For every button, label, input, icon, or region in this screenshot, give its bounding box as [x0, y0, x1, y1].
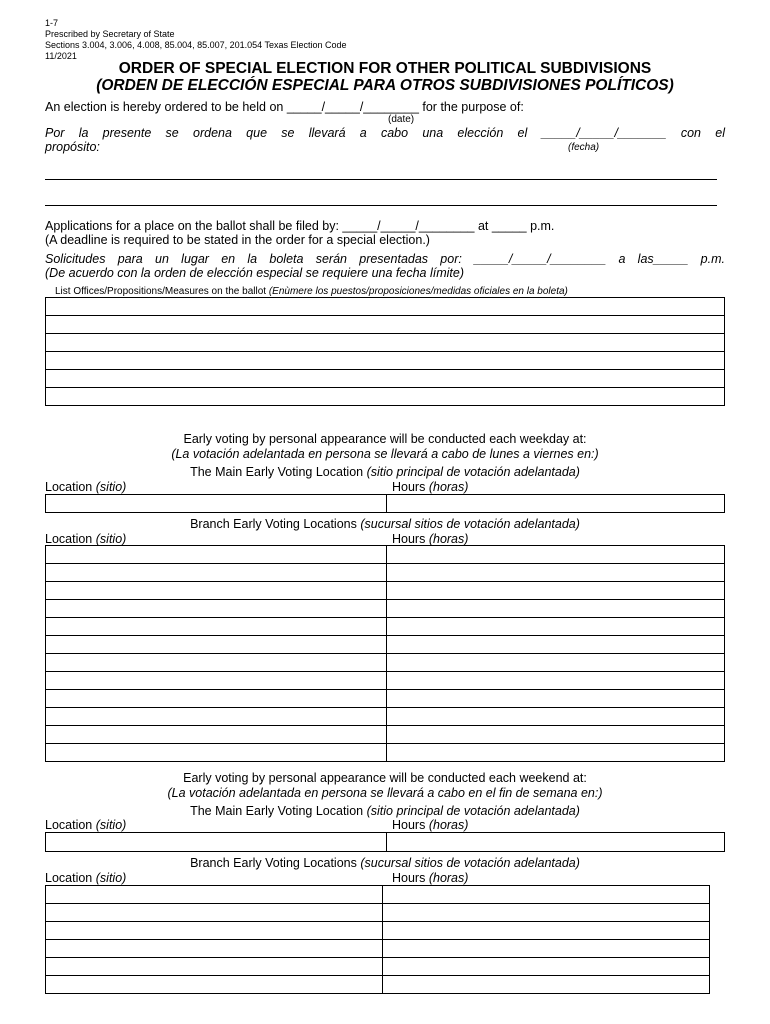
date-label: (date) [388, 114, 415, 125]
weekday-branch-location-cell[interactable] [46, 672, 387, 690]
weekday-branch-row [46, 564, 725, 582]
weekend-main-location-cell[interactable] [46, 833, 387, 852]
purpose-line-2[interactable] [45, 205, 717, 206]
office-cell[interactable] [46, 370, 725, 388]
election-order-line: An election is hereby ordered to be held on _____/_____/________ for the purpose of: [45, 100, 524, 114]
weekday-main-heading: The Main Early Voting Location (sitio principal de votación adelantada) [190, 465, 580, 479]
weekday-heading-spanish: (La votación adelantada en persona se llevará a cabo de lunes a viernes en:) [171, 447, 599, 461]
weekend-branch-hours-cell[interactable] [383, 940, 710, 958]
weekday-branch-location-cell[interactable] [46, 690, 387, 708]
weekday-heading: Early voting by personal appearance will be conducted each weekday at: [183, 432, 587, 446]
office-row [46, 388, 725, 406]
office-cell[interactable] [46, 334, 725, 352]
weekend-branch-row [46, 904, 710, 922]
page-title: ORDER OF SPECIAL ELECTION FOR OTHER POLITICAL SUBDIVISIONS [118, 60, 652, 77]
weekday-branch-hours-cell[interactable] [387, 672, 725, 690]
weekend-main-heading: The Main Early Voting Location (sitio principal de votación adelantada) [190, 804, 580, 818]
weekday-branch-location-cell[interactable] [46, 564, 387, 582]
weekday-branch-row [46, 618, 725, 636]
office-cell[interactable] [46, 298, 725, 316]
weekend-branch-hours-label: Hours (horas) [392, 871, 469, 885]
revision-date: 11/2021 [45, 51, 77, 61]
weekday-branch-hours-cell[interactable] [387, 744, 725, 762]
weekday-branch-heading: Branch Early Voting Locations (sucursal sitios de votación adelantada) [190, 517, 580, 531]
weekday-branch-location-cell[interactable] [46, 546, 387, 564]
weekday-branch-location-cell[interactable] [46, 654, 387, 672]
offices-label: List Offices/Propositions/Measures on the ballot (Enùmere los puestos/proposiciones/medidas oficiales en la boleta) [55, 286, 568, 297]
weekday-branch-row [46, 744, 725, 762]
weekend-branch-hours-cell[interactable] [383, 904, 710, 922]
weekday-main-hours-cell[interactable] [387, 495, 725, 513]
weekday-branch-table [45, 545, 725, 762]
weekday-branch-hours-cell[interactable] [387, 690, 725, 708]
weekday-branch-row [46, 708, 725, 726]
weekday-branch-hours-cell[interactable] [387, 600, 725, 618]
purpose-line-1[interactable] [45, 179, 717, 180]
weekday-branch-hours-cell[interactable] [387, 546, 725, 564]
weekend-main-hours-cell[interactable] [387, 833, 725, 852]
weekend-main-location-label: Location (sitio) [45, 818, 127, 832]
proposito-label: propósito: [45, 140, 100, 154]
weekday-branch-location-cell[interactable] [46, 708, 387, 726]
weekday-branch-row [46, 636, 725, 654]
weekend-branch-hours-cell[interactable] [383, 922, 710, 940]
weekday-branch-row [46, 654, 725, 672]
weekday-branch-row [46, 690, 725, 708]
weekday-branch-row [46, 600, 725, 618]
office-row [46, 370, 725, 388]
office-cell[interactable] [46, 352, 725, 370]
weekend-branch-location-label: Location (sitio) [45, 871, 127, 885]
weekday-branch-hours-cell[interactable] [387, 564, 725, 582]
weekday-branch-hours-cell[interactable] [387, 726, 725, 744]
weekday-branch-row [46, 672, 725, 690]
code-sections: Sections 3.004, 3.006, 4.008, 85.004, 85.007, 201.054 Texas Election Code [45, 40, 347, 50]
weekday-branch-location-cell[interactable] [46, 618, 387, 636]
weekend-branch-location-cell[interactable] [46, 922, 383, 940]
weekday-branch-location-label: Location (sitio) [45, 532, 127, 546]
office-row [46, 316, 725, 334]
offices-table [45, 297, 725, 406]
weekend-branch-row [46, 922, 710, 940]
weekend-branch-hours-cell[interactable] [383, 976, 710, 994]
weekend-main-table [45, 832, 725, 852]
weekday-branch-hours-cell[interactable] [387, 708, 725, 726]
offices-rows [46, 298, 725, 406]
prescribed-by: Prescribed by Secretary of State [45, 29, 175, 39]
weekday-branch-hours-cell[interactable] [387, 582, 725, 600]
weekday-branch-row [46, 546, 725, 564]
weekday-branch-location-cell[interactable] [46, 636, 387, 654]
weekend-branch-location-cell[interactable] [46, 904, 383, 922]
office-cell[interactable] [46, 388, 725, 406]
weekend-branch-row [46, 976, 710, 994]
office-row [46, 334, 725, 352]
solicitudes-line: Solicitudes para un lugar en la boleta serán presentadas por: _____/_____/________ a las_____ p.m. [45, 252, 725, 266]
fecha-label: (fecha) [568, 142, 600, 153]
weekday-main-table [45, 494, 725, 513]
weekday-branch-location-cell[interactable] [46, 582, 387, 600]
weekend-branch-row [46, 886, 710, 904]
office-cell[interactable] [46, 316, 725, 334]
weekday-branch-location-cell[interactable] [46, 600, 387, 618]
weekday-branch-hours-cell[interactable] [387, 654, 725, 672]
weekend-branch-location-cell[interactable] [46, 958, 383, 976]
office-row [46, 298, 725, 316]
page-title-spanish: (ORDEN DE ELECCIÓN ESPECIAL PARA OTROS SUBDIVISIONES POLÍTICOS) [96, 77, 674, 94]
weekend-branch-heading: Branch Early Voting Locations (sucursal sitios de votación adelantada) [190, 856, 580, 870]
weekday-branch-row [46, 726, 725, 744]
weekday-branch-location-cell[interactable] [46, 744, 387, 762]
applications-line: Applications for a place on the ballot shall be filed by: _____/_____/________ at _____ p.m. [45, 219, 555, 233]
election-order-line-spanish: Por la presente se ordena que se llevará a cabo una elección el _____/_____/_______ con el [45, 126, 725, 140]
weekend-branch-hours-cell[interactable] [383, 886, 710, 904]
weekend-branch-table [45, 885, 710, 994]
weekend-branch-row [46, 958, 710, 976]
weekend-branch-location-cell[interactable] [46, 886, 383, 904]
weekday-branch-row [46, 582, 725, 600]
weekday-branch-location-cell[interactable] [46, 726, 387, 744]
weekend-branch-row [46, 940, 710, 958]
weekday-branch-hours-cell[interactable] [387, 618, 725, 636]
weekend-heading: Early voting by personal appearance will be conducted each weekend at: [183, 771, 587, 785]
weekend-branch-hours-cell[interactable] [383, 958, 710, 976]
fecha-limite-note: (De acuerdo con la orden de elección especial se requiere una fecha límite) [45, 266, 464, 280]
weekend-main-hours-label: Hours (horas) [392, 818, 469, 832]
form-number: 1-7 [45, 18, 59, 28]
weekend-heading-spanish: (La votación adelantada en persona se llevará a cabo en el fin de semana en:) [167, 786, 603, 800]
deadline-note: (A deadline is required to be stated in the order for a special election.) [45, 233, 430, 247]
weekday-main-hours-label: Hours (horas) [392, 480, 469, 494]
weekday-branch-hours-cell[interactable] [387, 636, 725, 654]
weekend-branch-location-cell[interactable] [46, 940, 383, 958]
weekday-main-location-label: Location (sitio) [45, 480, 127, 494]
weekday-main-location-cell[interactable] [46, 495, 387, 513]
office-row [46, 352, 725, 370]
weekday-branch-hours-label: Hours (horas) [392, 532, 469, 546]
weekend-branch-location-cell[interactable] [46, 976, 383, 994]
